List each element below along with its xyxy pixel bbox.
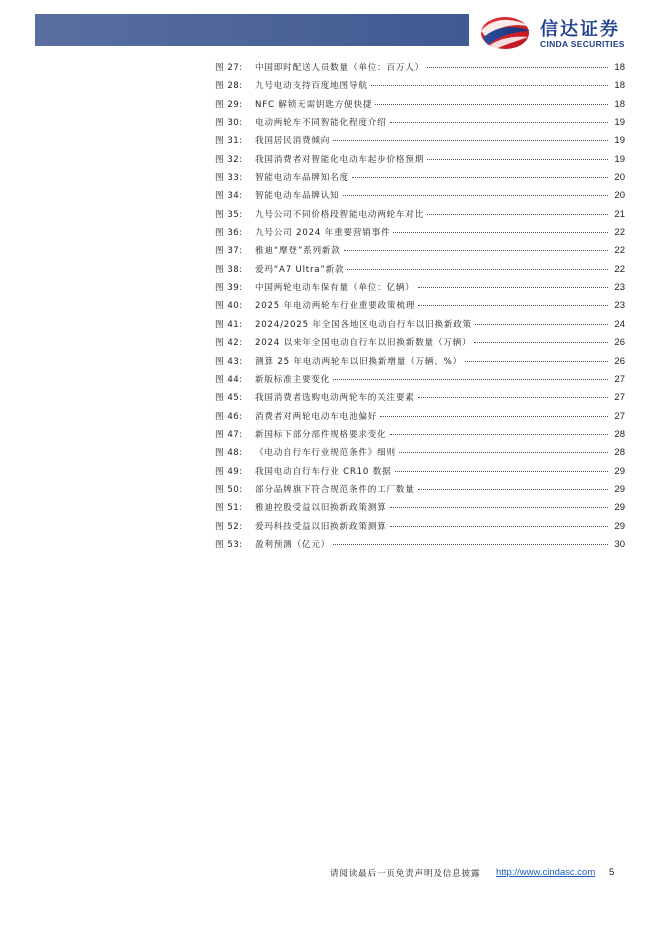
figure-page-number: 22: [614, 245, 625, 257]
figure-number: 图 42:: [215, 338, 243, 349]
figure-page-number: 19: [614, 153, 625, 165]
dot-leader: [418, 305, 608, 306]
figure-title: 我国居民消费倾向: [255, 136, 331, 147]
dot-leader: [333, 544, 608, 545]
toc-entry[interactable]: [215, 520, 625, 538]
figure-number: 图 50:: [215, 484, 243, 495]
toc-entry[interactable]: [215, 263, 625, 281]
figure-page-number: 28: [614, 447, 625, 459]
figure-title: 测算 25 年电动两轮车以旧换新增量（万辆、%）: [255, 356, 463, 367]
figure-page-number: 19: [614, 135, 625, 147]
toc-entry[interactable]: [215, 226, 625, 244]
toc-entry[interactable]: [215, 79, 625, 97]
figure-title: 九号电动支持百度地图导航: [255, 81, 368, 92]
figure-number: 图 49:: [215, 466, 243, 477]
toc-entry[interactable]: [215, 244, 625, 262]
toc-entry[interactable]: [215, 391, 625, 409]
figure-number: 图 41:: [215, 319, 243, 330]
figure-page-number: 18: [614, 62, 625, 73]
figure-page-number: 29: [614, 465, 625, 477]
figure-page-number: 27: [614, 392, 625, 404]
figure-title: 部分品牌旗下符合规范条件的工厂数量: [255, 484, 415, 495]
figure-page-number: 27: [614, 410, 625, 422]
toc-entry[interactable]: [215, 410, 625, 428]
figure-title: 盈利预测（亿元）: [255, 539, 331, 550]
toc-entry[interactable]: [215, 281, 625, 299]
dot-leader: [475, 324, 608, 325]
website-link[interactable]: http://www.cindasc.com: [496, 867, 596, 878]
dot-leader: [375, 104, 608, 105]
figure-number: 图 46:: [215, 411, 243, 422]
toc-entry[interactable]: [215, 153, 625, 171]
toc-entry[interactable]: [215, 61, 625, 79]
dot-leader: [418, 287, 608, 288]
figure-page-number: 22: [614, 227, 625, 239]
toc-entry[interactable]: [215, 373, 625, 391]
header-band: [35, 14, 469, 46]
figure-title: 电动两轮车不同智能化程度介绍: [255, 118, 387, 129]
figure-title: 智能电动车品牌认知: [255, 191, 340, 202]
figure-number: 图 43:: [215, 356, 243, 367]
figure-number: 图 48:: [215, 448, 243, 459]
toc-entry[interactable]: [215, 208, 625, 226]
figure-page-number: 28: [614, 428, 625, 440]
figure-title: 2024/2025 年全国各地区电动自行车以旧换新政策: [255, 319, 473, 330]
figure-page-number: 18: [614, 98, 625, 110]
figure-title: 雅迪“摩登”系列新款: [255, 246, 341, 257]
page-number: 5: [609, 867, 615, 878]
figure-page-number: 23: [614, 282, 625, 294]
figure-number: 图 38:: [215, 264, 243, 275]
figure-page-number: 29: [614, 520, 625, 532]
figure-page-number: 26: [614, 337, 625, 349]
figure-number: 图 31:: [215, 136, 243, 147]
dot-leader: [347, 269, 608, 270]
toc-entry[interactable]: [215, 465, 625, 483]
dot-leader: [333, 379, 608, 380]
dot-leader: [390, 434, 608, 435]
toc-entry[interactable]: [215, 171, 625, 189]
dot-leader: [474, 342, 608, 343]
figure-title: 我国消费者选购电动两轮车的关注要素: [255, 393, 415, 404]
figure-title: 新版标准主要变化: [255, 374, 331, 385]
toc-entry[interactable]: [215, 501, 625, 519]
figure-page-number: 26: [614, 355, 625, 367]
figure-page-number: 24: [614, 318, 625, 330]
dot-leader: [352, 177, 608, 178]
dot-leader: [465, 361, 608, 362]
figure-page-number: 20: [614, 172, 625, 184]
figure-title: 爱玛科技受益以旧换新政策测算: [255, 521, 387, 532]
figure-page-number: 21: [614, 208, 625, 220]
cinda-logo-mark-icon: [478, 11, 536, 51]
figure-number: 图 52:: [215, 521, 243, 532]
figure-title: 2024 以来年全国电动自行车以旧换新数量（万辆）: [255, 338, 472, 349]
figure-page-number: 19: [614, 117, 625, 129]
dot-leader: [418, 397, 608, 398]
disclaimer-note: 请阅读最后一页免责声明及信息披露: [330, 869, 481, 879]
figure-page-number: 30: [614, 538, 625, 550]
dot-leader: [344, 250, 608, 251]
figure-number: 图 32:: [215, 154, 243, 165]
figure-title: 《电动自行车行业规范条件》细则: [255, 448, 396, 459]
logo-chinese-text: 信达证券: [540, 19, 620, 40]
figure-number: 图 45:: [215, 393, 243, 404]
logo-english-text: CINDA SECURITIES: [540, 39, 625, 49]
cinda-logo: [478, 11, 638, 51]
figure-title: 中国两轮电动车保有量（单位：亿辆）: [255, 283, 415, 294]
dot-leader: [399, 452, 608, 453]
dot-leader: [418, 489, 608, 490]
figure-number: 图 51:: [215, 503, 243, 514]
figure-number: 图 40:: [215, 301, 243, 312]
toc-entry[interactable]: [215, 299, 625, 317]
toc-entry[interactable]: [215, 428, 625, 446]
figure-page-number: 29: [614, 483, 625, 495]
figure-title: 中国即时配送人员数量（单位：百万人）: [255, 63, 425, 73]
dot-leader: [395, 471, 608, 472]
dot-leader: [380, 416, 608, 417]
figure-page-number: 27: [614, 373, 625, 385]
figure-number: 图 47:: [215, 429, 243, 440]
figure-number: 图 37:: [215, 246, 243, 257]
footer: [0, 867, 662, 881]
figure-title: 我国电动自行车行业 CR10 数据: [255, 466, 392, 477]
toc-entry[interactable]: [215, 336, 625, 354]
figure-number: 图 27:: [215, 63, 243, 73]
figure-number: 图 39:: [215, 283, 243, 294]
dot-leader: [333, 140, 608, 141]
figure-number: 图 29:: [215, 99, 243, 110]
figure-title: 雅迪控股受益以旧换新政策测算: [255, 503, 387, 514]
toc-entry[interactable]: [215, 538, 625, 556]
dot-leader: [343, 195, 608, 196]
figure-number: 图 35:: [215, 209, 243, 220]
dot-leader: [371, 85, 608, 86]
figure-title: 新国标下部分部件规格要求变化: [255, 429, 387, 440]
figure-number: 图 36:: [215, 228, 243, 239]
toc-entry[interactable]: [215, 318, 625, 336]
figure-number: 图 53:: [215, 539, 243, 550]
figure-title: NFC 解锁无需钥匙方便快捷: [255, 99, 373, 110]
figure-title: 消费者对两轮电动车电池偏好: [255, 411, 378, 422]
dot-leader: [427, 214, 608, 215]
toc-entry[interactable]: [215, 355, 625, 373]
figure-number: 图 30:: [215, 118, 243, 129]
dot-leader: [427, 159, 608, 160]
figure-list: [215, 61, 625, 556]
figure-title: 2025 年电动两轮车行业重要政策梳理: [255, 301, 416, 312]
figure-page-number: 23: [614, 300, 625, 312]
figure-title: 九号公司不同价格段智能电动两轮车对比: [255, 209, 425, 220]
figure-number: 图 33:: [215, 173, 243, 184]
dot-leader: [390, 122, 608, 123]
figure-page-number: 20: [614, 190, 625, 202]
figure-page-number: 29: [614, 502, 625, 514]
toc-entry[interactable]: [215, 446, 625, 464]
dot-leader: [390, 507, 608, 508]
figure-title: 九号公司 2024 年重要营销事件: [255, 228, 391, 239]
figure-page-number: 18: [614, 80, 625, 92]
toc-entry[interactable]: [215, 189, 625, 207]
toc-entry[interactable]: [215, 98, 625, 116]
dot-leader: [390, 526, 608, 527]
figure-number: 图 34:: [215, 191, 243, 202]
toc-entry[interactable]: [215, 483, 625, 501]
figure-title: 我国消费者对智能化电动车起步价格预期: [255, 154, 425, 165]
dot-leader: [427, 67, 608, 68]
figure-number: 图 28:: [215, 81, 243, 92]
figure-number: 图 44:: [215, 374, 243, 385]
toc-entry[interactable]: [215, 134, 625, 152]
dot-leader: [393, 232, 608, 233]
toc-entry[interactable]: [215, 116, 625, 134]
figure-title: 智能电动车品牌知名度: [255, 173, 349, 184]
figure-page-number: 22: [614, 263, 625, 275]
figure-title: 爱玛“A7 Ultra”新款: [255, 264, 345, 275]
